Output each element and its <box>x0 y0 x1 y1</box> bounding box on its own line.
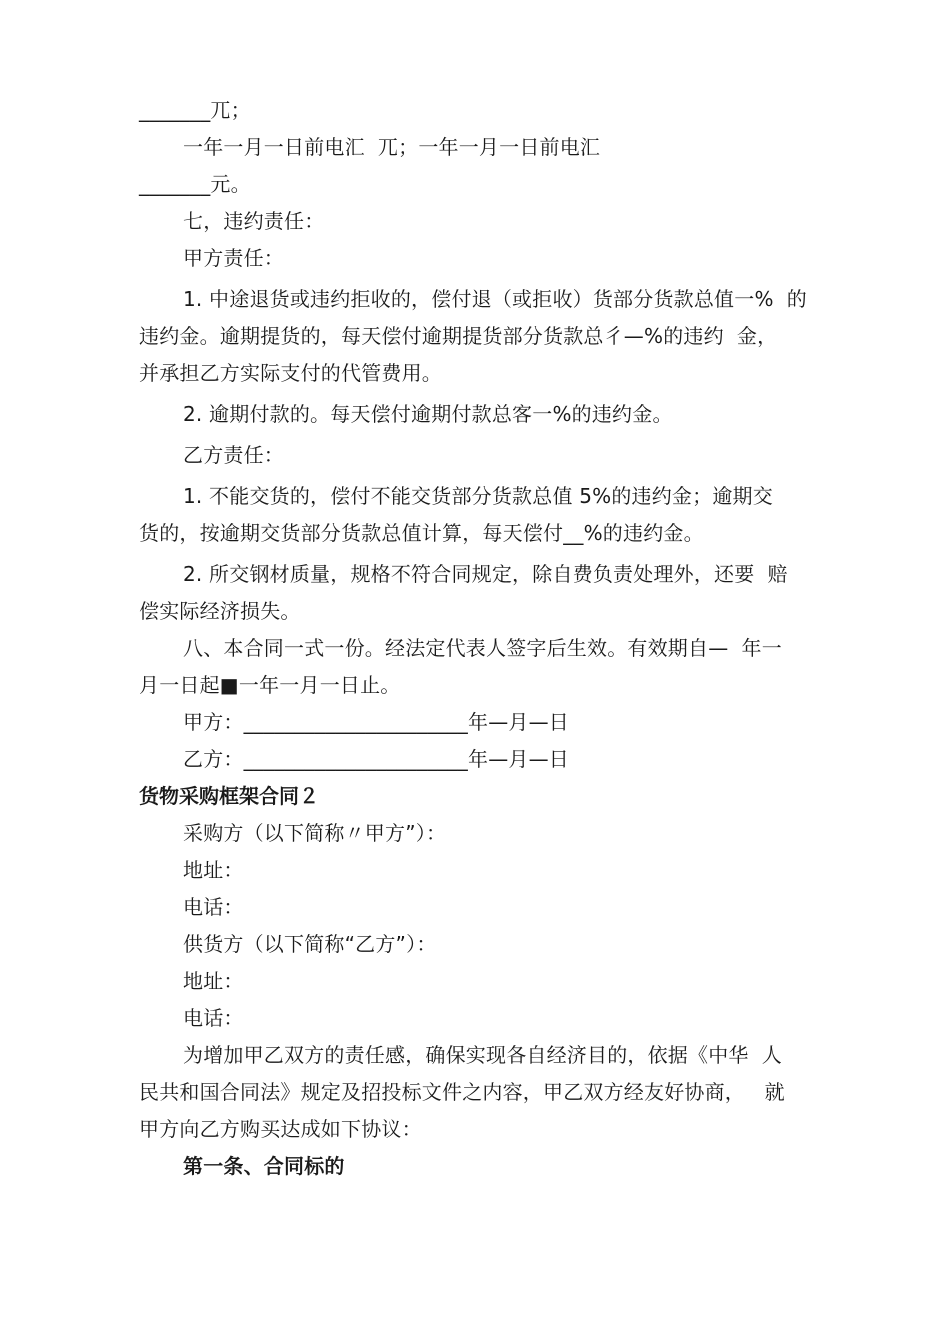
amount-line: _______兀； <box>139 98 251 122</box>
contract-title: 货物采购框架合同２ <box>139 784 319 808</box>
supplier-line: 供货方（以下简称“乙方”）： <box>183 932 437 956</box>
address-line: 地址： <box>183 969 244 993</box>
paragraph-line: 民共和国合同法》规定及招投标文件之内容，甲乙双方经友好协商， 就 <box>139 1080 785 1104</box>
document-page <box>139 92 829 1185</box>
paragraph-line: 1. 中途退货或违约拒收的，偿付退（或拒收）货部分货款总值一% 的 <box>183 287 807 311</box>
payment-schedule-line: 一年一月一日前电汇 兀；一年一月一日前电汇 <box>183 135 601 159</box>
section-heading-liability: 七，违约责任： <box>183 209 325 233</box>
paragraph-line: 甲方向乙方购买达成如下协议： <box>139 1117 422 1141</box>
party-a-signature-line: 甲方：______________________年—月—日 <box>183 710 569 734</box>
paragraph-line: 2. 所交钢材质量，规格不符合同规定，除自费负责处理外，还要 赔 <box>183 562 788 586</box>
paragraph-line: 月一日起■一年一月一日止。 <box>139 673 401 697</box>
party-b-signature-line: 乙方：______________________年—月—日 <box>183 747 569 771</box>
paragraph-line: 2. 逾期付款的。每天偿付逾期付款总客一%的违约金。 <box>183 402 673 426</box>
party-b-liability-heading: 乙方责任： <box>183 443 284 467</box>
address-line: 地址： <box>183 858 244 882</box>
purchaser-line: 采购方（以下简称〃甲方”）： <box>183 821 447 845</box>
paragraph-line: 八、本合同一式一份。经法定代表人签字后生效。有效期自— 年一 <box>183 636 782 660</box>
amount-line: _______元。 <box>139 172 251 196</box>
party-a-liability-heading: 甲方责任： <box>183 246 284 270</box>
article-one-heading: 第一条、合同标的 <box>183 1154 345 1178</box>
paragraph-line: 为增加甲乙双方的责任感，确保实现各自经济目的，依据《中华 人 <box>183 1043 782 1067</box>
paragraph-line: 货的，按逾期交货部分货款总值计算，每天偿付__%的违约金。 <box>139 521 704 545</box>
paragraph-line: 违约金。逾期提货的，每天偿付逾期提货部分货款总彳—%的违约 金， <box>139 324 778 348</box>
paragraph-line: 并承担乙方实际支付的代管费用。 <box>139 361 442 385</box>
phone-line: 电话： <box>183 1006 244 1030</box>
paragraph-line: 1. 不能交货的，偿付不能交货部分货款总值 5%的违约金；逾期交 <box>183 484 773 508</box>
phone-line: 电话： <box>183 895 244 919</box>
paragraph-line: 偿实际经济损失。 <box>139 599 301 623</box>
